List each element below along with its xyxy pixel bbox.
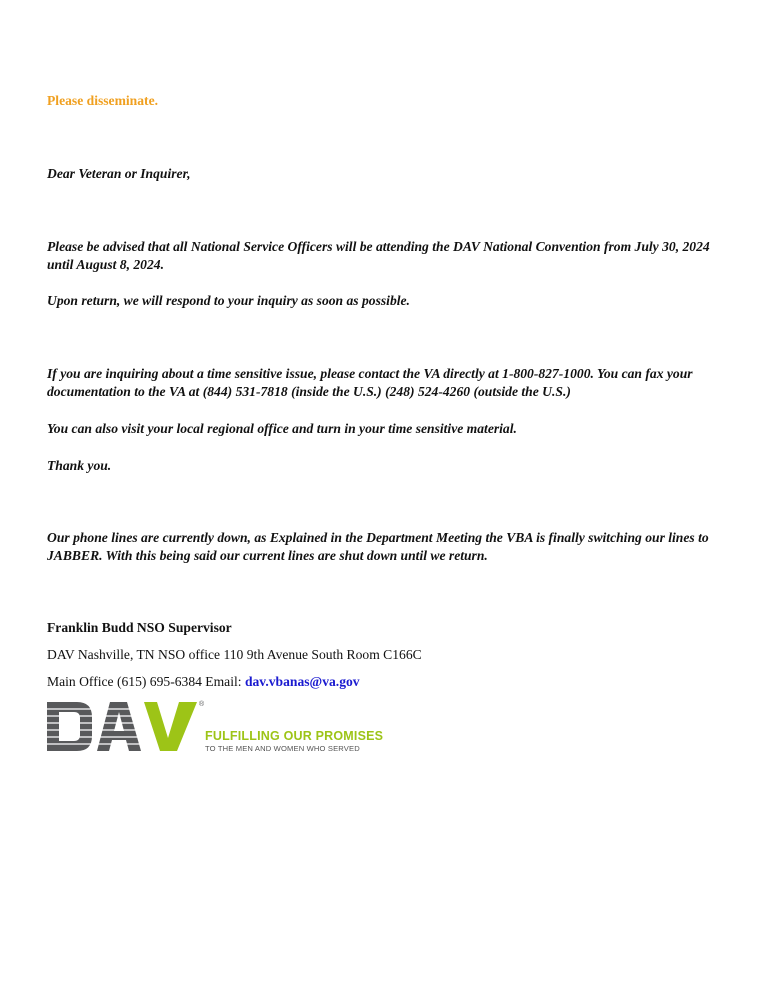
logo-letter-v: [144, 702, 197, 751]
signature-name: Franklin Budd NSO Supervisor: [47, 620, 232, 635]
signature-office: DAV Nashville, TN NSO office 110 9th Avenue South Room C166C: [47, 647, 422, 662]
paragraph-regional-office: You can also visit your local regional office and turn in your time sensitive material.: [47, 421, 517, 436]
registered-mark: ®: [199, 701, 205, 708]
paragraph-time-sensitive: If you are inquiring about a time sensitive issue, please contact the VA directly at 1-800-827-1000. You can fax your documentation to the VA at (844) 531-7818 (inside the U.S.) (248) 524-4260 (outside the U.S.): [47, 366, 693, 399]
greeting: Dear Veteran or Inquirer,: [47, 166, 191, 181]
signature-contact: [47, 674, 737, 690]
paragraph-return: Upon return, we will respond to your inquiry as soon as possible.: [47, 293, 410, 308]
logo-subline: TO THE MEN AND WOMEN WHO SERVED: [205, 744, 360, 753]
dav-logo: [47, 698, 209, 754]
disseminate-note: Please disseminate.: [47, 93, 159, 108]
paragraph-thank-you: Thank you.: [47, 458, 112, 473]
contact-text: Main Office (615) 695-6384 Email:: [47, 674, 245, 689]
email-link[interactable]: dav.vbanas@va.gov: [244, 674, 360, 689]
paragraph-convention: Please be advised that all National Service Officers will be attending the DAV National Convention from July 30, 2024 until August 8, 2024.: [47, 239, 710, 272]
paragraph-phone-lines: Our phone lines are currently down, as Explained in the Department Meeting the VBA is finally switching our lines to JABBER. With this being said our current lines are shut down until we return.: [47, 530, 709, 563]
logo-tagline: FULFILLING OUR PROMISES: [205, 729, 384, 743]
